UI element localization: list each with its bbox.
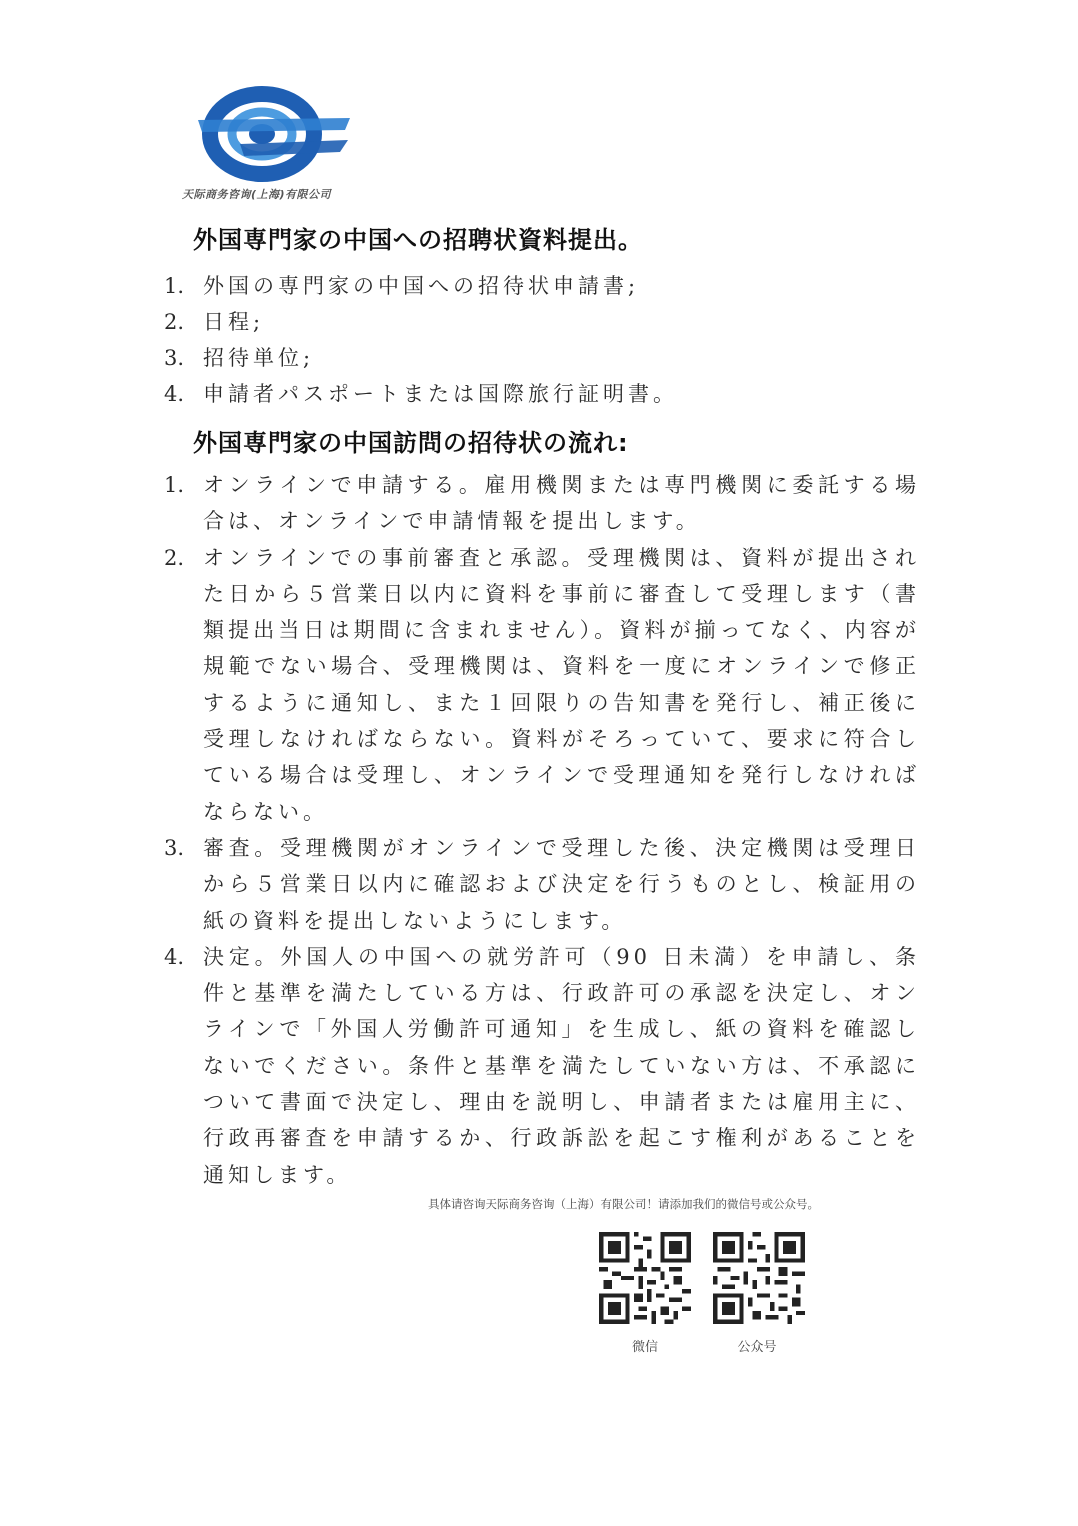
list-item: 1. オンラインで申請する。雇用機関または専門機関に委託する場合は、オンラインで申請情報を提出します。 <box>164 473 920 534</box>
list-item: 2. 日程; <box>164 310 265 334</box>
qr-label-official-account: 公众号 <box>737 1340 777 1355</box>
list-item: 1. 外国の専門家の中国への招待状申請書; <box>164 274 640 298</box>
section1-title: 外国専門家の中国への招聘状資料提出。 <box>193 226 643 254</box>
list-item: 2. オンラインでの事前審査と承認。受理機関は、資料が提出された日から５営業日以内に資料を事前に審査して受理します（書類提出当日は期間に含まれません）。資料が揃ってなく、内容が規範でない場合、受理機関は、資料を一度にオンラインで修正するように通知し、また１回限りの告知書を発行し、補正後に受理しなければならない。資料がそろっていて、要求に符合している場合は受理し、オンラインで受理通知を発行しなければならない。 <box>164 545 920 824</box>
wechat-qr-code-icon <box>599 1232 691 1324</box>
company-logo <box>180 82 380 202</box>
list-item: 3. 審査。受理機関がオンラインで受理した後、決定機関は受理日から５営業日以内に確認および決定を行うものとし、検証用の紙の資料を提出しないようにします。 <box>164 835 920 933</box>
logo-emblem-icon <box>180 82 380 192</box>
list-item: 4. 申請者パスポートまたは国際旅行証明書。 <box>164 382 678 406</box>
section1-list <box>160 268 920 412</box>
list-item: 4. 決定。外国人の中国への就労許可（90 日未満）を申請し、条件と基準を満たしている方は、行政許可の承認を決定し、オンラインで「外国人労働許可通知」を生成し、紙の資料を確認しないでください。条件と基準を満たしていない方は、不承認について書面で決定し、理由を説明し、申請者または雇用主に、行政再審査を申請するか、行政訴訟を起こす権利があることを通知します。 <box>164 944 920 1187</box>
footer-contact-note: 具体请咨询天际商务咨询（上海）有限公司！请添加我们的微信号或公众号。 <box>428 1197 819 1211</box>
official-account-qr-code-icon <box>713 1232 805 1324</box>
section2-list <box>160 467 920 1193</box>
company-name: 天际商务咨询(上海)有限公司 <box>182 188 332 201</box>
section2-title: 外国専門家の中国訪問の招待状の流れ: <box>193 429 629 457</box>
qr-label-wechat: 微信 <box>631 1340 658 1355</box>
list-item: 3. 招待単位; <box>164 346 315 370</box>
